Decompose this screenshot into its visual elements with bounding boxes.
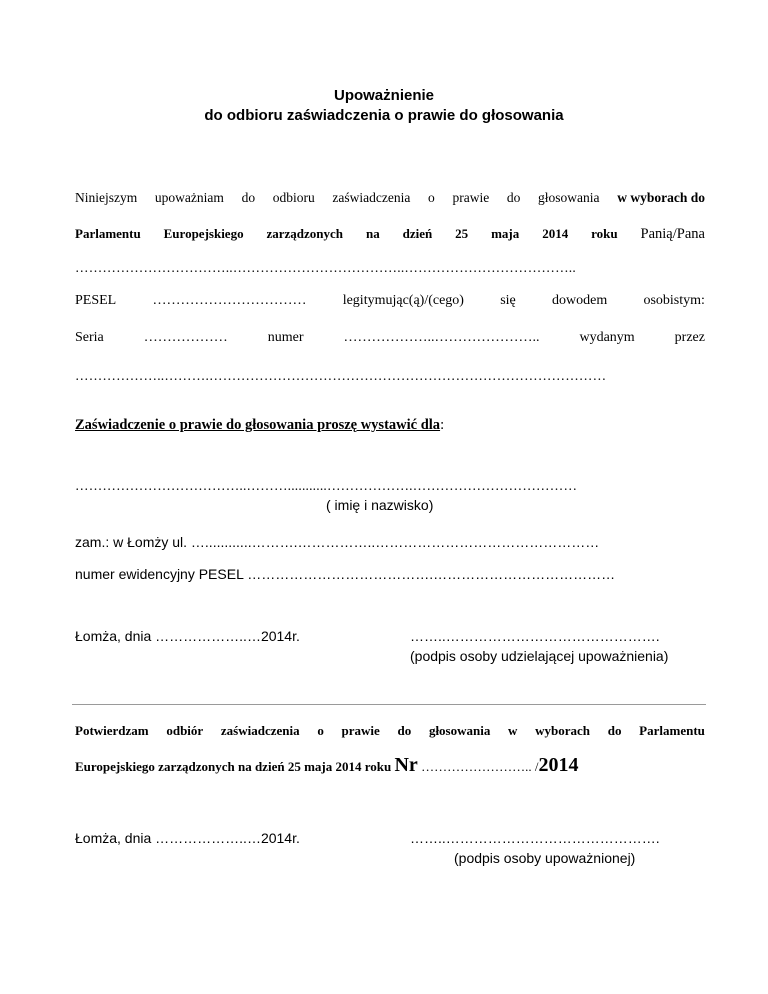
word: Parlamentu [75,226,141,241]
number-label: numer [267,330,304,345]
word: odbioru [272,190,315,205]
series-fill-line: ……………… [143,330,228,345]
word: o [428,190,435,205]
pesel-fill-line: …………………………… [152,293,307,308]
section-divider [72,704,706,705]
word: upoważniam [154,190,224,205]
signature2-caption: (podpis osoby upoważnionej) [454,850,636,866]
nr-year: 2014 [538,754,579,776]
nr-label: Nr [394,754,418,776]
request-heading-text: Zaświadczenie o prawie do głosowania proszę wystawić dla [75,417,441,433]
word: prawie [341,723,380,738]
word: 25 [455,226,469,241]
authorization-line-2 [75,226,705,243]
word: głosowania [538,190,600,205]
word: Potwierdzam [75,723,149,738]
word: Parlamentu [639,723,705,738]
word: zaświadczenia [332,190,411,205]
word: roku [591,226,618,241]
word: prawie [452,190,490,205]
word: przez [674,330,705,345]
pesel-line [75,293,705,309]
nr-fill-line: …………………….. / [421,759,539,774]
word: zaświadczenia [220,723,300,738]
issuer-fill-line: ………………..……….…………………………………………………………………………… [75,368,607,383]
pesel-label: PESEL [75,293,117,308]
word: wyborach [535,723,591,738]
word: do [506,190,521,205]
word: Niniejszym [75,190,138,205]
signature2-fill-line: ……..………………………………………. [410,830,660,846]
document-subtitle: do odbioru zaświadczenia o prawie do głosowania [204,107,564,124]
series-label: Seria [75,330,104,345]
word: Panią/Pana [640,226,705,242]
word: 2014 [542,226,569,241]
word: maja [491,226,520,241]
legitimating-text: legitymując(ą)/(cego) [342,293,464,308]
word: na [365,226,380,241]
id-series-line [75,330,705,346]
word-bold: w wyborach do [617,190,705,205]
colon: : [440,417,445,433]
word: do [607,723,622,738]
word: do [397,723,412,738]
word: odbiór [166,723,204,738]
name-caption: ( imię i nazwisko) [326,497,434,513]
word: zarządzonych [266,226,344,241]
signature1-fill-line: ……..………………………………………. [410,628,660,644]
signature1-date: Łomża, dnia ………………..…2014r. [75,628,300,644]
word: osobistym: [643,293,705,308]
confirmation-line-1 [75,723,705,739]
word: dzień [402,226,433,241]
recipient-name-fill-line: ………………………………..………...........……………….……………………………… [75,478,578,493]
word: Europejskiego [163,226,244,241]
confirmation-text: Europejskiego zarządzonych na dzień 25 maja 2014 roku [75,759,392,774]
signature2-date: Łomża, dnia ………………..…2014r. [75,830,300,846]
confirmation-line-2 [75,754,578,777]
word: wydanym [579,330,635,345]
request-heading [75,417,444,434]
recipient-pesel-line: numer ewidencyjny PESEL ………………………………….………………………………… [75,566,616,582]
authorized-person-fill-line: ……………………………..………………………………..……………………………….. [75,260,576,275]
word: się [500,293,516,308]
signature1-caption: (podpis osoby udzielającej upoważnienia) [410,648,669,664]
word: dowodem [552,293,608,308]
address-line: zam.: w Łomży ul. …............……….……………..………………………………………… [75,534,600,550]
word: do [241,190,256,205]
document-title: Upoważnienie [333,87,434,104]
number-fill-line: ………………..………………….. [343,330,540,345]
authorization-line-1 [75,190,705,206]
word: głosowania [428,723,491,738]
word: w [508,723,518,738]
word: o [317,723,324,738]
